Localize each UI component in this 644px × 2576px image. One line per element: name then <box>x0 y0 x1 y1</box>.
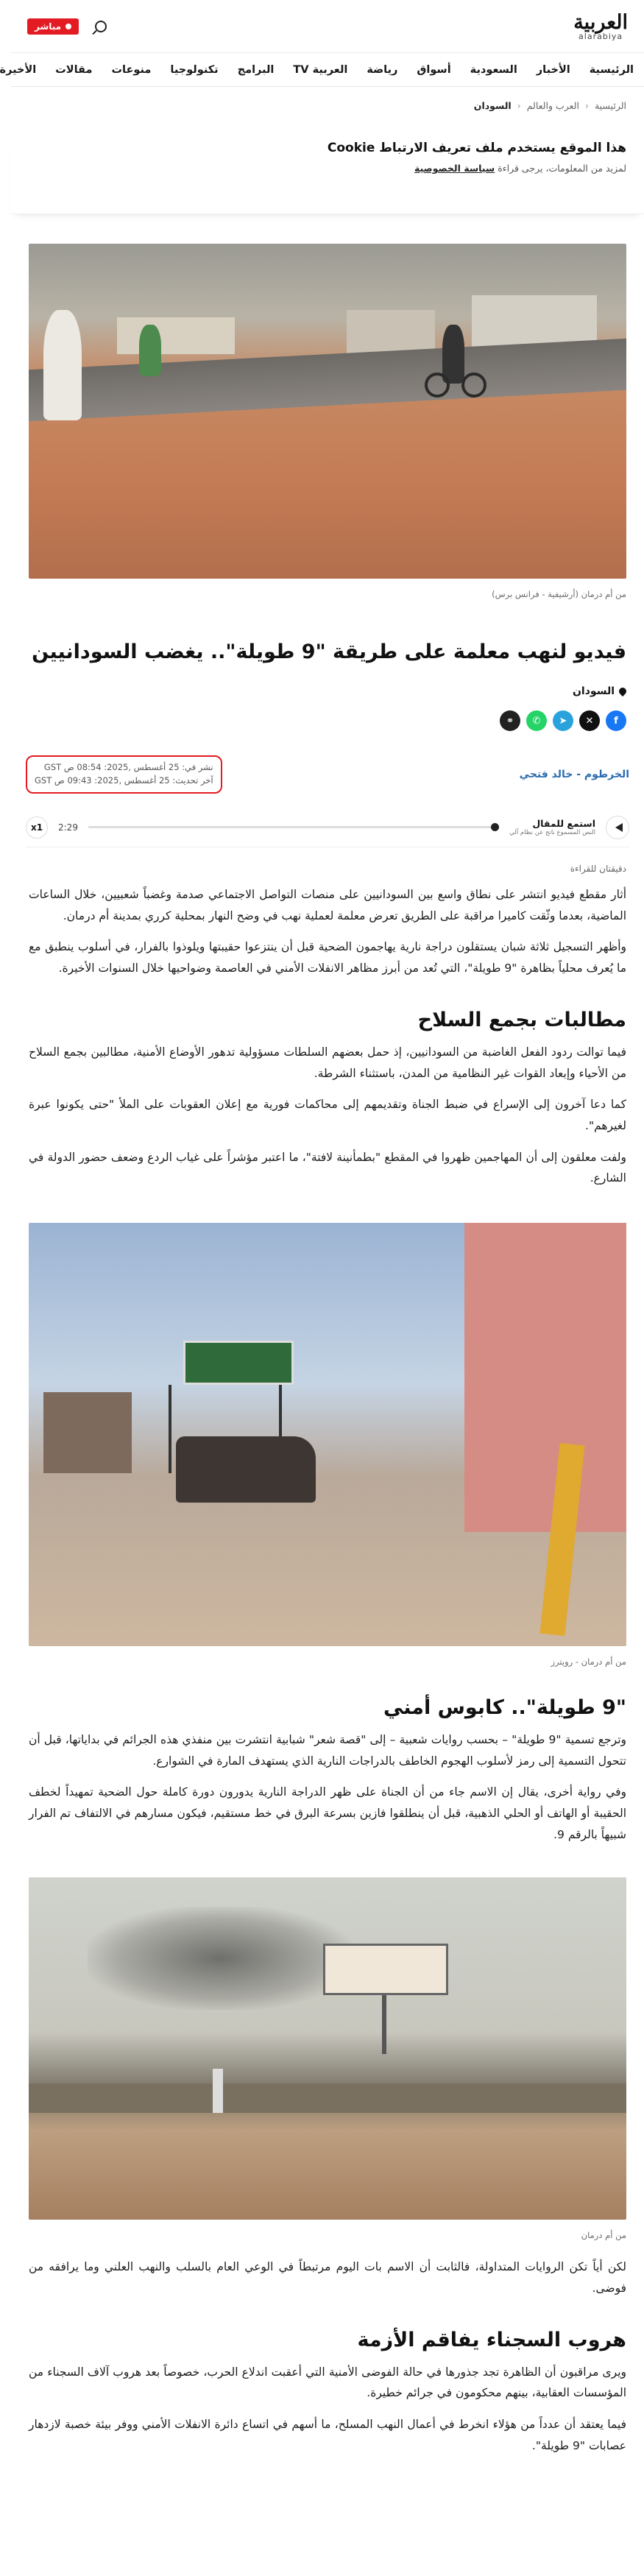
article-tag[interactable] <box>11 666 644 697</box>
logo-english: alarabiya <box>578 31 623 41</box>
read-time: دقيقتان للقراءة <box>570 864 626 875</box>
nav-item-articles[interactable]: مقالات <box>55 63 93 76</box>
breadcrumb <box>11 87 644 111</box>
privacy-policy-link[interactable]: سياسة الخصوصية <box>414 163 495 174</box>
article-paragraph: فيما يعتقد أن عدداً من هؤلاء انخرط في أعمال النهب المسلح، ما أسهم في اتساع دائرة الانفلات الأمني ووفر بيئة خصبة لازدهار عصابات "9 طويلة". <box>29 2417 626 2452</box>
nav-item-saudi[interactable]: السعودية <box>470 63 517 76</box>
main-nav <box>0 53 644 87</box>
section-heading: "9 طويلة".. كابوس أمني <box>383 1695 626 1719</box>
x-twitter-icon[interactable]: ✕ <box>579 710 600 731</box>
tag-label: السودان <box>572 685 615 698</box>
hero-caption: من أم درمان (أرشيفية - فرانس برس) <box>492 589 626 599</box>
article-paragraph: أثار مقطع فيديو انتشر على نطاق واسع بين السودانيين على منصات التواصل الاجتماعي صدمة وغضباً شعبيين، خلال الساعات الماضية، بعدما وثّقت كاميرا مراقبة على الطريق تعرض معلمة لعملية نهب في وضح النهار بمحلية كرري بمدينة أم درمان. <box>29 888 626 922</box>
article-paragraph: وأظهر التسجيل ثلاثة شبان يستقلون دراجة نارية يهاجمون الضحية قبل أن ينتزعوا حقيبتها ويلوذوا بالفرار، في أسلوب ينطبق مع ما يُعرف محلياً بظاهرة "9 طويلة"، التي تُعد من أبرز مظاهر الانفلات الأمني في العاصمة وضواحيها خلال السنوات الأخيرة. <box>29 940 626 975</box>
audio-duration: 2:29 <box>58 822 78 833</box>
article-dates <box>26 755 222 794</box>
image-caption: من أم درمان <box>581 2230 626 2241</box>
cookie-notice <box>11 141 644 214</box>
breadcrumb-section[interactable]: العرب والعالم <box>526 100 579 111</box>
article-image-burned-truck <box>29 1223 626 1646</box>
article-meta <box>11 756 644 793</box>
live-dot-icon <box>66 24 71 29</box>
article-paragraph: كما دعا آخرون إلى الإسراع في ضبط الجناة وتقديمهم إلى محاكمات فورية مع إعلان العقوبات على الملأ "حتى يكونوا عبرة لغيرهم". <box>29 1098 626 1132</box>
play-icon[interactable] <box>606 816 629 839</box>
breadcrumb-home[interactable]: الرئيسية <box>594 100 626 111</box>
updated-date: آخر تحديث: 25 أغسطس ,2025: 09:43 ص GST <box>35 775 213 786</box>
telegram-icon[interactable]: ➤ <box>553 710 573 731</box>
playback-speed-button[interactable]: x1 <box>26 816 48 839</box>
article-paragraph: ولفت معلقون إلى أن المهاجمين ظهروا في المقطع "بطمأنينة لافتة"، ما اعتبر مؤشراً على غياب الردع وضعف حضور الدولة في الشارع. <box>29 1150 626 1185</box>
search-icon[interactable] <box>95 21 107 32</box>
live-button[interactable] <box>27 18 79 35</box>
audio-title: استمع للمقال <box>532 818 595 830</box>
share-bar <box>11 697 644 731</box>
nav-item-markets[interactable]: أسواق <box>417 63 451 76</box>
logo-arabic: العربية <box>573 10 628 34</box>
image-caption: من أم درمان - رويترز <box>551 1656 626 1667</box>
cookie-title: هذا الموقع يستخدم ملف تعريف الارتباط Cookie <box>327 141 626 155</box>
article-paragraph: فيما توالت ردود الفعل الغاضبة من السودانيين، إذ حمل بعضهم السلطات مسؤولية تدهور الأوضاع الأمنية، مطالبين بجمع السلاح من الأحياء وإبعاد القوات غير النظامية من المدن، باستثناء الشرطة. <box>29 1045 626 1080</box>
copy-link-icon[interactable]: ⚭ <box>500 710 520 731</box>
section-heading: مطالبات بجمع السلاح <box>417 1008 626 1031</box>
article-paragraph: ويرى مراقبون أن الظاهرة تجد جذورها في حالة الفوضى الأمنية التي أعقبت اندلاع الحرب، خصوصاً بعد هروب آلاف السجناء من المؤسسات العقابية، بينهم محكومون في جرائم خطيرة. <box>29 2365 626 2400</box>
article-author[interactable]: الخرطوم - خالد فتحي <box>519 769 629 781</box>
breadcrumb-separator-icon: ‹ <box>517 100 521 111</box>
audio-progress-handle[interactable] <box>491 823 499 831</box>
nav-item-programs[interactable]: البرامج <box>237 63 275 76</box>
nav-item-sports[interactable]: رياضة <box>367 63 398 76</box>
header-actions <box>27 18 107 35</box>
location-pin-icon <box>618 686 628 696</box>
article-paragraph: لكن أياً تكن الروايات المتداولة، فالثابت أن الاسم بات اليوم مرتبطاً في الوعي العام بالسلب والنهب العلني وما يرافقه من فوضى. <box>29 2260 626 2295</box>
audio-player <box>26 811 629 847</box>
cookie-text: لمزيد من المعلومات، يرجى قراءة سياسة الخصوصية <box>414 163 626 174</box>
breadcrumb-current[interactable]: السودان <box>473 100 512 111</box>
published-date: نشر في: 25 أغسطس ,2025: 08:54 ص GST <box>43 762 213 773</box>
article-image-smoke <box>29 1877 626 2220</box>
audio-progress-track[interactable] <box>88 826 499 828</box>
nav-item-tv[interactable]: العربية TV <box>293 63 348 76</box>
nav-item-news[interactable]: الأخبار <box>536 63 570 76</box>
audio-subtitle: النص المسموع ناتج عن نظام آلي <box>509 829 595 837</box>
nav-item-tech[interactable]: تكنولوجيا <box>170 63 219 76</box>
site-logo[interactable] <box>573 10 628 41</box>
audio-labels <box>509 818 595 836</box>
article-paragraph: وفي رواية أخرى، يقال إن الاسم جاء من أن الجناة على ظهر الدراجة النارية يدورون دورة كاملة حول الضحية تمهيداً لخطف الحقيبة أو الهاتف أو الحلي الذهبية، قبل أن ينطلقوا فازين بسرعة البرق في خط مستقيم، فيكون مسارهم في الالتفاف تم الفرار شبيهاً بالرقم 9. <box>29 1785 626 1841</box>
whatsapp-icon[interactable]: ✆ <box>526 710 547 731</box>
nav-item-home[interactable]: الرئيسية <box>589 63 634 76</box>
section-heading: هروب السجناء يفاقم الأزمة <box>357 2328 626 2351</box>
nav-item-variety[interactable]: منوعات <box>111 63 152 76</box>
nav-item-latest[interactable]: الأخيرة <box>0 63 37 76</box>
breadcrumb-separator-icon: ‹ <box>584 100 589 111</box>
facebook-icon[interactable]: f <box>606 710 626 731</box>
site-header <box>11 0 644 53</box>
live-label: مباشر <box>35 21 62 32</box>
article-paragraph: وترجع تسمية "9 طويلة" – بحسب روايات شعبية – إلى "قصة شعر" شبابية انتشرت بين منفذي هذه الجرائم في بداياتها، قبل أن تتحول التسمية إلى رمز لأسلوب الهجوم الخاطف بالدراجات النارية الذي يستهدف المارة في الشوارع. <box>29 1732 626 1768</box>
hero-image <box>29 244 626 579</box>
article-title: فيديو لنهب معلمة على طريقة "9 طويلة".. يغضب السودانيين <box>32 641 626 663</box>
